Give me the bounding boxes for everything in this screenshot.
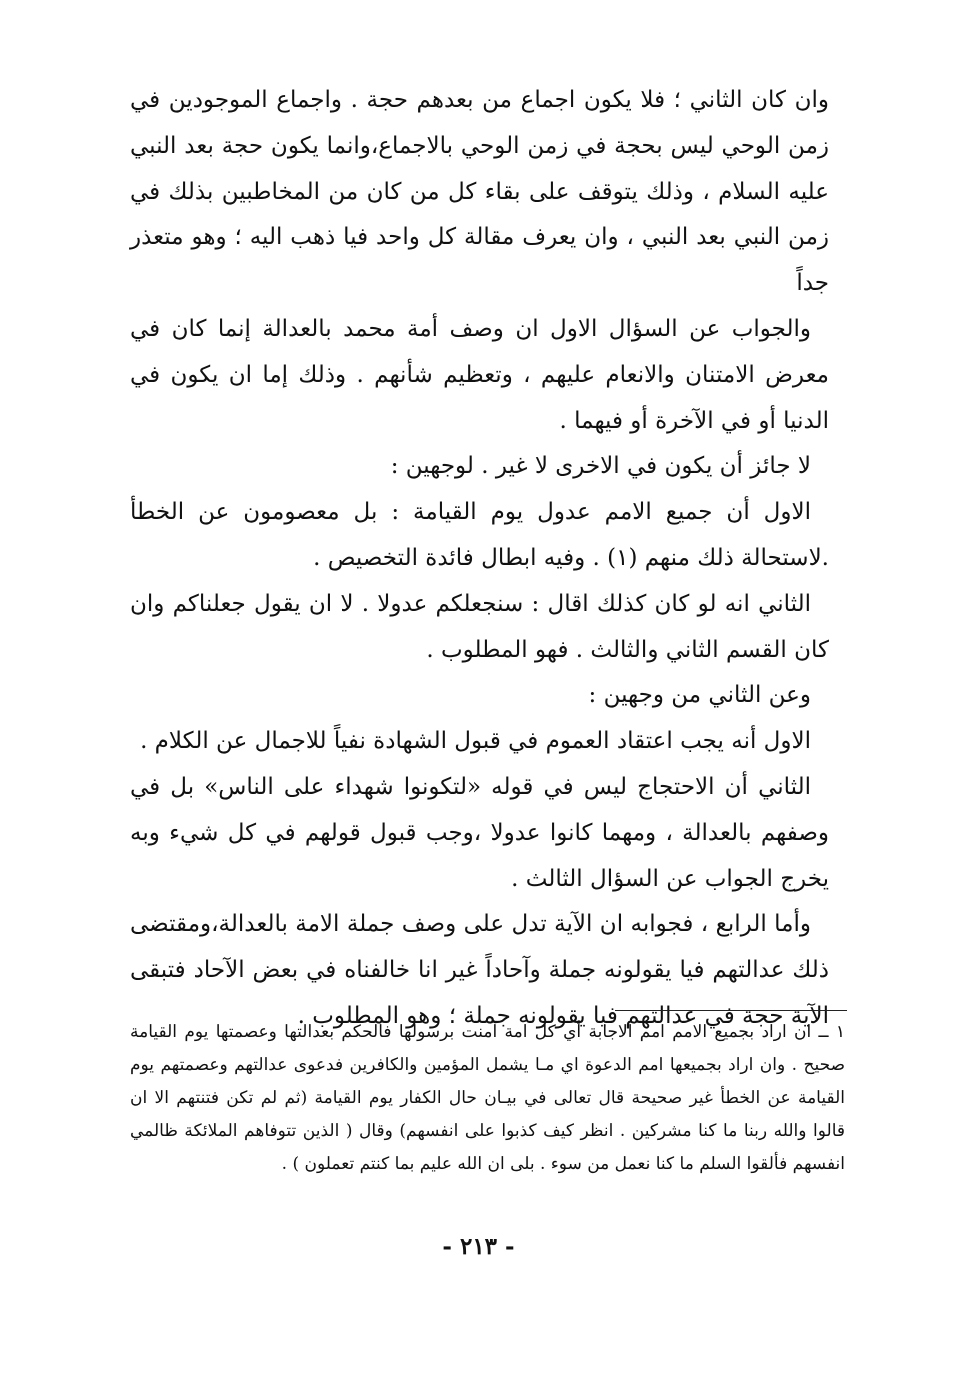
paragraph: لا جائز أن يكون في الاخرى لا غير . لوجهين : bbox=[390, 453, 811, 480]
paragraph: الاول أنه يجب اعتقاد العموم في قبول الشهادة نفياً للاجمال عن الكلام . bbox=[140, 728, 811, 755]
paragraph: الثاني أن الاحتجاج ليس في قوله «لتكونوا شهداء على الناس» بل في وصفهم بالعدالة ، ومهما كانوا عدولا ،وجب قبول قولهم في كل شيء وبه يخرج الجواب عن السؤال الثالث . bbox=[130, 773, 829, 892]
footnote-text: ١ ــ ان اراد بجميع الامم امم الاجابة أي كل امة آمنت برسولها فالحكم بعدالتها وعصمتها يوم القيامة صحيح . وان اراد بجميعها امم الدعوة اي مـا يشمل المؤمين والكافرين فدعوى عدالتهم وعصمتهم يوم القيامة عن الخطأ غير صحيحة قال تعالى في بيـان حال الكفار يوم القيامة (ثم لم تكن فتنتهم الا ان قالوا والله ربنا ما كنا مشركين . انظر كيف كذبوا على انفسهم) وقال ( الذين تتوفاهم الملائكة ظالمي انفسهم فألقوا السلم ما كنا نعمل من سوء . بلى ان الله عليم بما كنتم تعملون ) . bbox=[130, 1022, 845, 1174]
paragraph: وأما الرابع ، فجوابه ان الآية تدل على وصف جملة الامة بالعدالة،ومقتضى ذلك عدالتهم فيا يقولونه جملة وآحاداً غير انا خالفناه في بعض الآحاد فتبقى الآية حجة في عدالتهم فيا يقولونه جملة ؛ وهو المطلوب . bbox=[130, 911, 829, 1029]
footnote-divider bbox=[615, 1010, 847, 1011]
paragraph: وعن الثاني من وجهين : bbox=[588, 682, 811, 709]
paragraph: الاول أن جميع الامم عدول يوم القيامة : بل معصومون عن الخطأ .لاستحالة ذلك منهم (١) . وفيه ابطال فائدة التخصيص . bbox=[130, 499, 829, 571]
footnote bbox=[130, 1016, 845, 1181]
paragraph: وان كان الثاني ؛ فلا يكون اجماع من بعدهم حجة . واجماع الموجودين في زمن الوحي ليس بحجة في زمن الوحي بالاجماع،وانما يكون حجة بعد النبي عليه السلام ، وذلك يتوقف على بقاء كل من كان من المخاطبين بذلك في زمن النبي بعد النبي ، وان يعرف مقالة كل واحد فيا ذهب اليه ؛ وهو متعذر جداً bbox=[130, 87, 829, 297]
paragraph: الثاني انه لو كان كذلك اقال : سنجعلكم عدولا . لا ان يقول جعلناكم وان كان القسم الثاني والثالث . فهو المطلوب . bbox=[130, 590, 829, 663]
main-text bbox=[130, 78, 829, 1040]
page-number: - ٢١٣ - bbox=[442, 1233, 515, 1260]
paragraph: والجواب عن السؤال الاول ان وصف أمة محمد بالعدالة إنما كان في معرض الامتنان والانعام عليهم ، وتعظيم شأنهم . وذلك إما ان يكون في الدنيا أو في الآخرة أو فيهما . bbox=[130, 315, 829, 434]
